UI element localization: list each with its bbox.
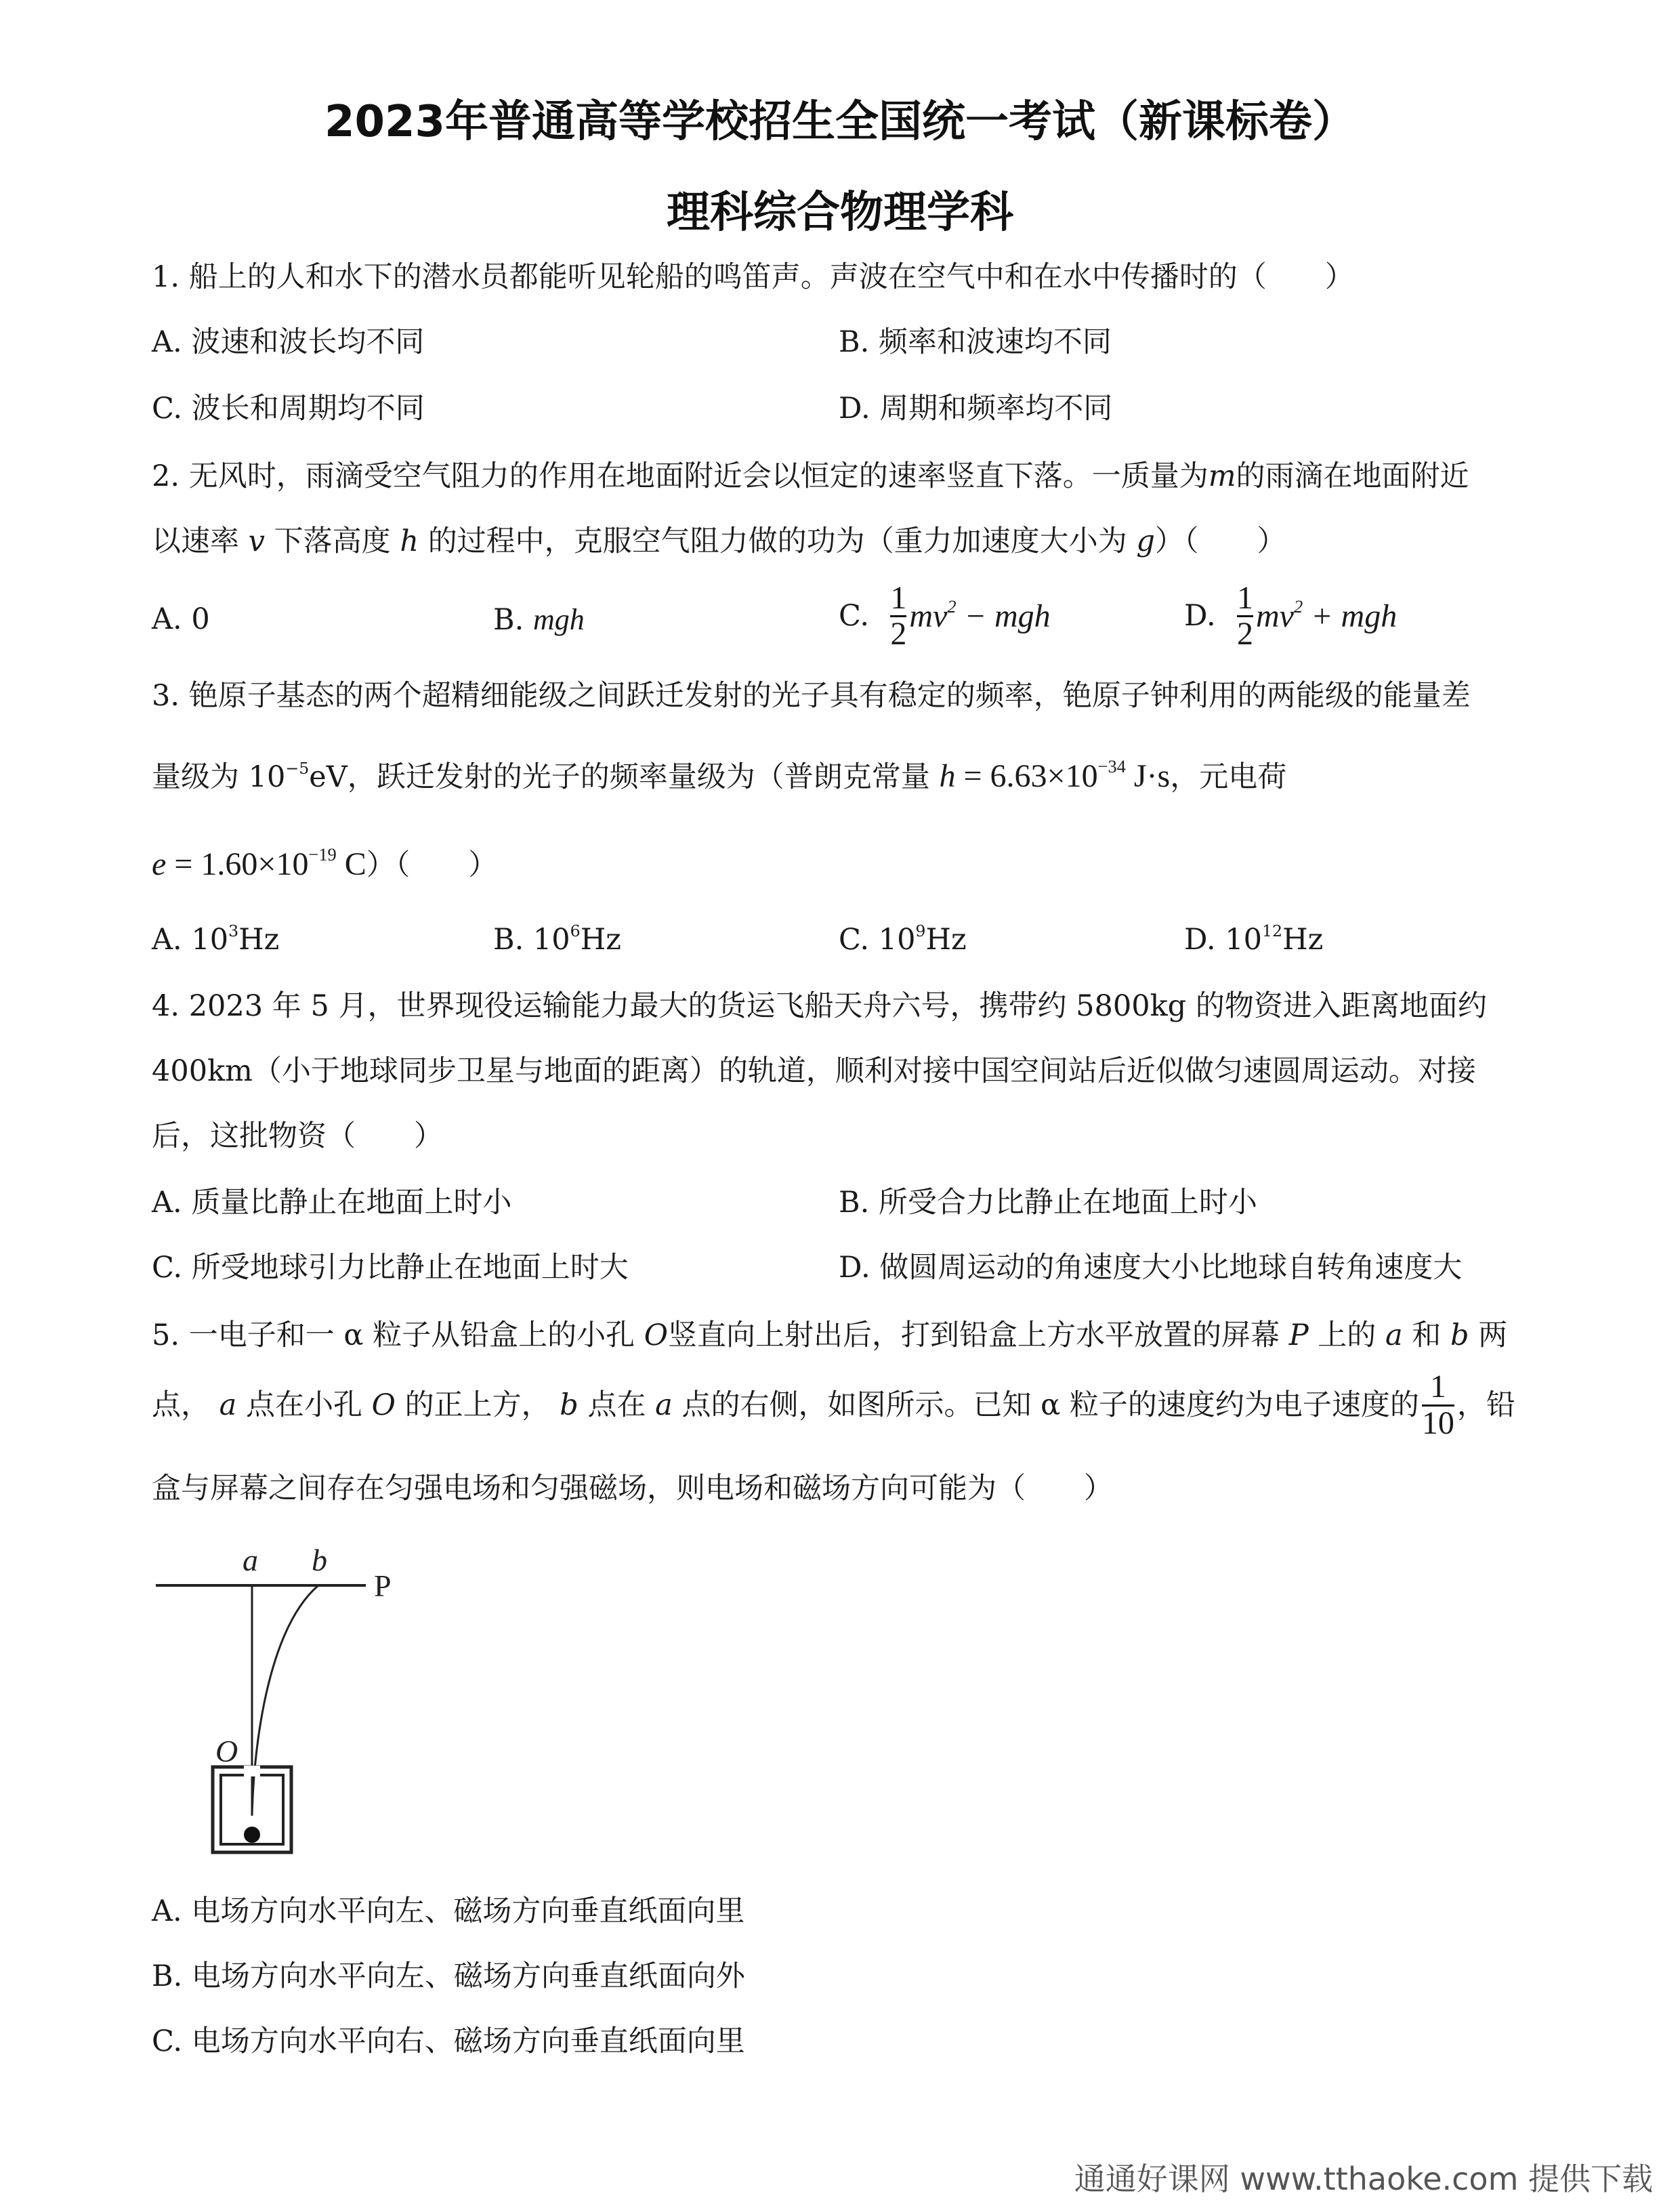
label-b: b — [312, 1543, 327, 1577]
label-o: O — [215, 1734, 238, 1768]
q2-d-fraction: $\frac{1}{2}$ — [1236, 580, 1253, 652]
q2-line-2: 以速率 v 下落高度 h 的过程中，克服空气阻力做的功为（重力加速度大小为 g）（ ） — [152, 524, 1286, 558]
label-a: a — [243, 1543, 258, 1577]
label-p: P — [374, 1568, 392, 1603]
q3-line-3: $e = 1.60\times 10^{-19}$ C）（ ） — [152, 844, 498, 882]
q5-line-3: 盒与屏幕之间存在匀强电场和匀强磁场，则电场和磁场方向可能为（ ） — [152, 1472, 1113, 1505]
q1-option-b: B. 频率和波速均不同 — [839, 325, 1112, 359]
q4-option-d: D. 做圆周运动的角速度大小比地球自转角速度大 — [839, 1251, 1463, 1285]
q4-line-1: 4. 2023 年 5 月，世界现役运输能力最大的货运飞船天舟六号，携带约 5800kg 的物资进入距离地面约 — [152, 989, 1487, 1023]
q4-line-3: 后，这批物资（ ） — [152, 1119, 443, 1153]
page-subtitle: 理科综合物理学科 — [667, 188, 1013, 238]
q5-option-b: B. 电场方向水平向左、磁场方向垂直纸面向外 — [152, 1959, 745, 1993]
q3-line-2: 量级为 $10^{-5}eV$，跃迁发射的光子的频率量级为（普朗克常量 $h = 6.63\times 10^{-34}$ J·s，元电荷 — [152, 755, 1287, 794]
q5-option-c: C. 电场方向水平向右、磁场方向垂直纸面向里 — [152, 2024, 745, 2058]
page-title: 2023年普通高等学校招生全国统一考试（新课标卷） — [324, 97, 1356, 147]
q2-option-a: A. 0 — [152, 602, 210, 636]
q5-option-a: A. 电场方向水平向左、磁场方向垂直纸面向里 — [152, 1894, 745, 1928]
q4-line-2: 400km（小于地球同步卫星与地面的距离）的轨道，顺利对接中国空间站后近似做匀速圆周运动。对接 — [152, 1054, 1476, 1088]
q5-line-2: 点， a 点在小孔 O 的正上方， b 点在 a 点的右侧，如图所示。已知 α 粒子的速度约为电子速度的 $\frac{1}{10}$ ，铅 — [152, 1369, 1515, 1441]
q1-option-d: D. 周期和频率均不同 — [839, 392, 1113, 425]
q3-option-d: D. $10^{12}Hz$ — [1184, 921, 1324, 957]
q2-option-d: D. $\frac{1}{2}$ $mv^2$ + mgh — [1184, 580, 1398, 652]
q3-option-c: C. $10^9Hz$ — [839, 921, 967, 957]
q4-option-b: B. 所受合力比静止在地面上时小 — [839, 1186, 1257, 1220]
q3-line-1: 3. 铯原子基态的两个超精细能级之间跃迁发射的光子具有稳定的频率，铯原子钟利用的两能级的能量差 — [152, 679, 1471, 713]
q1-option-c: C. 波长和周期均不同 — [152, 392, 425, 425]
q2-option-c: C. $\frac{1}{2}$ $mv^2$ − mgh — [839, 580, 1051, 652]
q2-c-fraction: $\frac{1}{2}$ — [890, 580, 907, 652]
q2-option-b: B. mgh — [493, 603, 585, 637]
q4-option-c: C. 所受地球引力比静止在地面上时大 — [152, 1251, 629, 1285]
q5-line-1: 5. 一电子和一 α 粒子从铅盒上的小孔 O竖直向上射出后，打到铅盒上方水平放置的屏幕 P 上的 a 和 b 两 — [152, 1318, 1508, 1352]
q5-fraction: $\frac{1}{10}$ — [1421, 1369, 1454, 1441]
q1-option-a: A. 波速和波长均不同 — [152, 325, 425, 359]
q1-stem: 1. 船上的人和水下的潜水员都能听见轮船的鸣笛声。声波在空气中和在水中传播时的（ ） — [152, 260, 1354, 294]
box-hole — [244, 1766, 260, 1776]
footer-watermark: 通通好课网 www.tthaoke.com 提供下载 — [1074, 2161, 1653, 2197]
electron-trajectory — [252, 1585, 318, 1816]
particle-source — [244, 1827, 260, 1843]
q3-option-a: A. $10^3Hz$ — [152, 921, 280, 957]
q2-line-1: 2. 无风时，雨滴受空气阻力的作用在地面附近会以恒定的速率竖直下落。一质量为m的雨滴在地面附近 — [152, 459, 1469, 493]
q4-option-a: A. 质量比静止在地面上时小 — [152, 1186, 512, 1220]
q5-figure — [135, 1531, 447, 1856]
q3-option-b: B. $10^6Hz$ — [493, 921, 621, 957]
